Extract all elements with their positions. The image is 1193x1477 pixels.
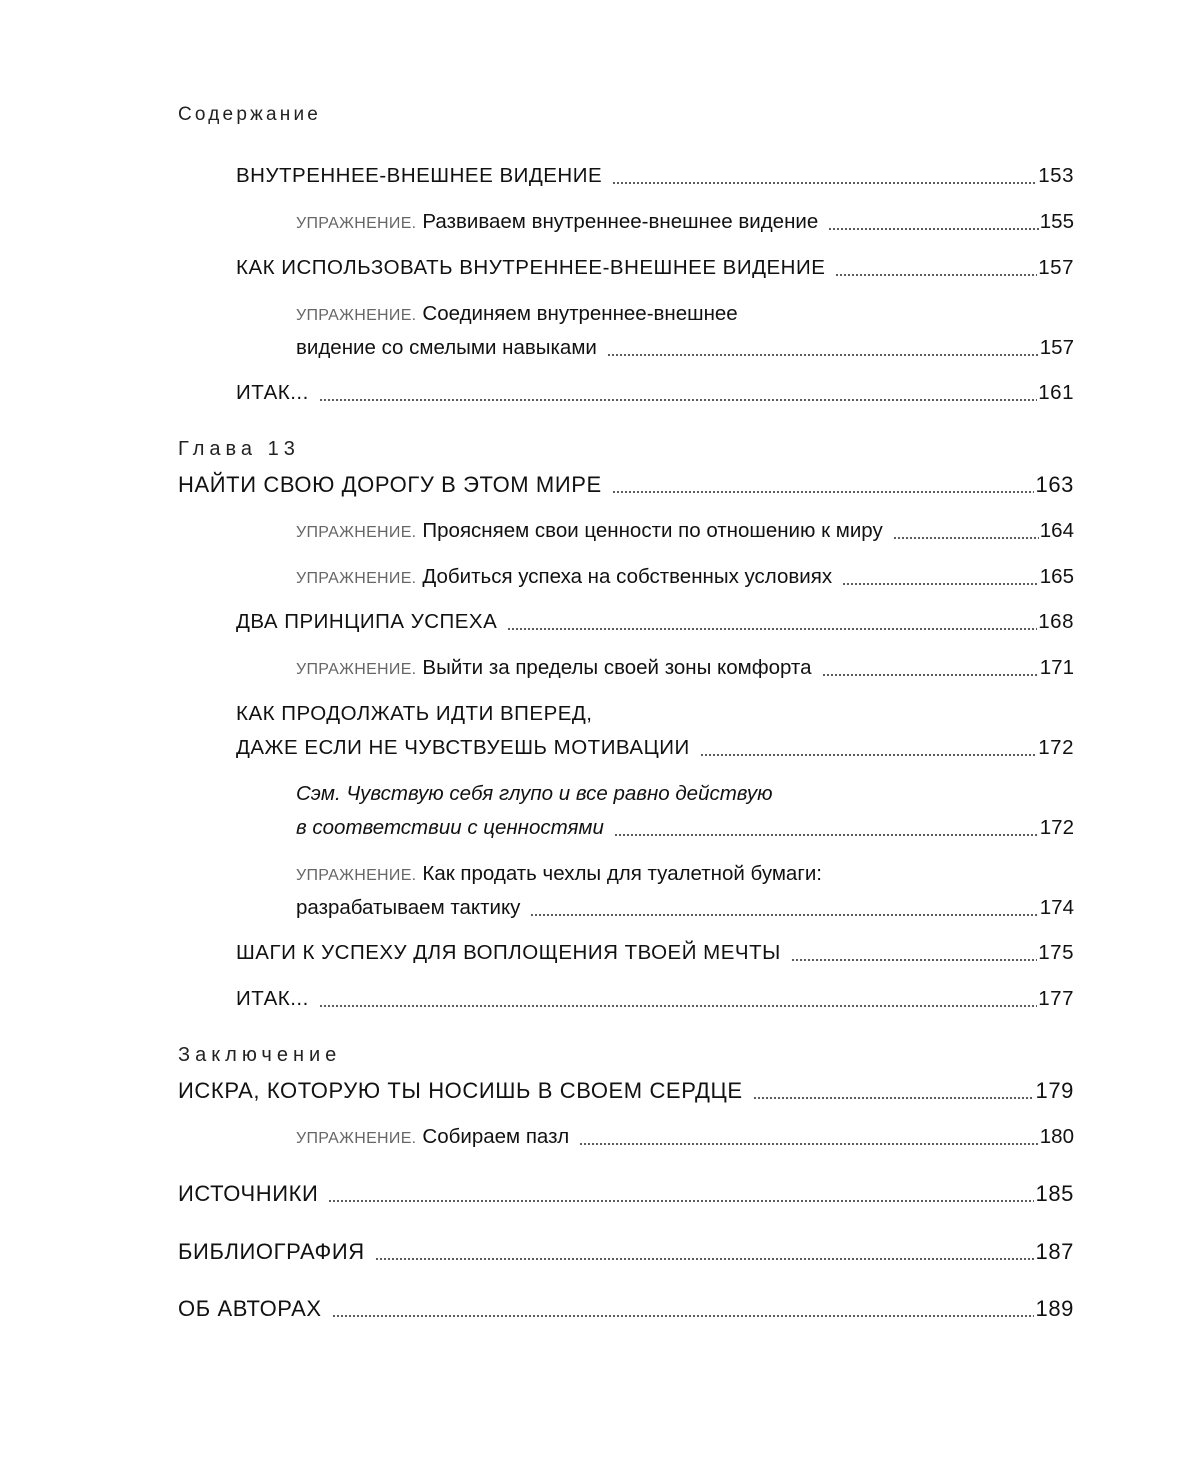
toc-chapter-title: НАЙТИ СВОЮ ДОРОГУ В ЭТОМ МИРЕ xyxy=(178,472,602,497)
toc-entry[interactable] xyxy=(236,162,1074,190)
toc-entry-exercise-line1[interactable] xyxy=(296,860,822,890)
toc-chapter[interactable] xyxy=(178,1238,1074,1266)
toc-entry-exercise-line1[interactable] xyxy=(296,300,738,330)
chapter-label: Заключение xyxy=(178,1044,342,1066)
toc-entry[interactable] xyxy=(236,985,1074,1013)
toc-page-number: 161 xyxy=(1038,381,1074,404)
toc-page-number: 157 xyxy=(1038,256,1074,279)
toc-entry-title: Собираем пазл xyxy=(422,1125,570,1148)
toc-entry-title-cont: видение со смелыми навыками xyxy=(296,336,597,359)
toc-entry-title: Как продать чехлы для туалетной бумаги: xyxy=(422,862,822,885)
toc-entry-exercise[interactable] xyxy=(296,517,1074,547)
toc-page-number: 180 xyxy=(1039,1125,1074,1148)
dot-leader xyxy=(319,379,1038,407)
toc-entry-title: Соединяем внутреннее-внешнее xyxy=(422,302,738,325)
toc-page-number: 185 xyxy=(1035,1181,1074,1206)
toc-entry[interactable] xyxy=(236,379,1074,407)
toc-chapter-title: БИБЛИОГРАФИЯ xyxy=(178,1239,365,1264)
toc-page-number: 165 xyxy=(1039,565,1074,588)
toc-entry-title: Развиваем внутреннее-внешнее видение xyxy=(422,210,819,233)
toc-entry[interactable] xyxy=(236,939,1074,967)
toc-entry-exercise[interactable] xyxy=(296,1123,1074,1153)
toc-entry-exercise[interactable] xyxy=(296,654,1074,684)
dot-leader xyxy=(332,1295,1035,1323)
dot-leader xyxy=(835,254,1037,282)
toc-page-number: 172 xyxy=(1038,736,1074,759)
dot-leader xyxy=(375,1238,1035,1266)
dot-leader xyxy=(822,654,1039,684)
toc-entry-case-line1[interactable] xyxy=(296,780,773,808)
toc-entry-title: КАК ИСПОЛЬЗОВАТЬ ВНУТРЕННЕЕ-ВНЕШНЕЕ ВИДЕНИЕ xyxy=(236,256,826,279)
toc-page-number: 177 xyxy=(1038,987,1074,1010)
toc-entry-title: КАК ПРОДОЛЖАТЬ ИДТИ ВПЕРЕД, xyxy=(236,702,593,725)
toc-page-number: 189 xyxy=(1035,1296,1074,1321)
toc-chapter-title: ИСКРА, КОТОРУЮ ТЫ НОСИШЬ В СВОЕМ СЕРДЦЕ xyxy=(178,1078,743,1103)
toc-entry-title: ШАГИ К УСПЕХУ ДЛЯ ВОПЛОЩЕНИЯ ТВОЕЙ МЕЧТЫ xyxy=(236,941,781,964)
toc-page-number: 163 xyxy=(1035,472,1074,497)
page-header: Содержание xyxy=(178,104,322,125)
toc-entry-title: Выйти за пределы своей зоны комфорта xyxy=(422,656,812,679)
dot-leader xyxy=(614,814,1039,842)
exercise-tag: УПРАЖНЕНИЕ. xyxy=(296,661,417,678)
dot-leader xyxy=(700,734,1038,762)
toc-chapter[interactable] xyxy=(178,1077,1074,1105)
toc-entry-title: ИТАК... xyxy=(236,987,309,1010)
dot-leader xyxy=(319,985,1038,1013)
toc-entry-title: Проясняем свои ценности по отношению к миру xyxy=(422,519,883,542)
toc-entry-title-cont: разрабатываем тактику xyxy=(296,896,521,919)
dot-leader xyxy=(893,517,1039,547)
exercise-tag: УПРАЖНЕНИЕ. xyxy=(296,307,417,324)
toc-entry-title-cont: в соответствии с ценностями xyxy=(296,816,604,839)
toc-entry[interactable] xyxy=(236,254,1074,282)
toc-entry-title: ВНУТРЕННЕЕ-ВНЕШНЕЕ ВИДЕНИЕ xyxy=(236,164,603,187)
toc-entry-exercise[interactable] xyxy=(296,563,1074,593)
toc-entry-exercise[interactable] xyxy=(296,208,1074,238)
toc-entry-exercise[interactable] xyxy=(296,334,1074,362)
toc-page-number: 171 xyxy=(1039,656,1074,679)
toc-page-number: 174 xyxy=(1039,896,1074,919)
toc-page-number: 187 xyxy=(1035,1239,1074,1264)
dot-leader xyxy=(828,208,1039,238)
toc-entry[interactable] xyxy=(236,734,1074,762)
exercise-tag: УПРАЖНЕНИЕ. xyxy=(296,867,417,884)
exercise-tag: УПРАЖНЕНИЕ. xyxy=(296,215,417,232)
dot-leader xyxy=(753,1077,1035,1105)
dot-leader xyxy=(612,471,1035,499)
dot-leader xyxy=(530,894,1038,922)
dot-leader xyxy=(507,608,1037,636)
dot-leader xyxy=(607,334,1039,362)
toc-chapter-title: ОБ АВТОРАХ xyxy=(178,1296,322,1321)
toc-entry-title: ДВА ПРИНЦИПА УСПЕХА xyxy=(236,610,498,633)
exercise-tag: УПРАЖНЕНИЕ. xyxy=(296,524,417,541)
dot-leader xyxy=(612,162,1037,190)
toc-page-number: 175 xyxy=(1038,941,1074,964)
toc-page-number: 172 xyxy=(1039,816,1074,839)
toc-chapter-title: ИСТОЧНИКИ xyxy=(178,1181,319,1206)
dot-leader xyxy=(791,939,1038,967)
toc-page-number: 157 xyxy=(1039,336,1074,359)
toc-page-number: 153 xyxy=(1038,164,1074,187)
toc-page-number: 164 xyxy=(1039,519,1074,542)
toc-entry-title: Сэм. Чувствую себя глупо и все равно действую xyxy=(296,782,773,805)
toc-chapter[interactable] xyxy=(178,471,1074,499)
toc-entry[interactable] xyxy=(236,608,1074,636)
chapter-label: Глава 13 xyxy=(178,438,300,460)
toc-entry-title-cont: ДАЖЕ ЕСЛИ НЕ ЧУВСТВУЕШЬ МОТИВАЦИИ xyxy=(236,736,690,759)
toc-entry-title: Добиться успеха на собственных условиях xyxy=(422,565,833,588)
toc-chapter[interactable] xyxy=(178,1180,1074,1208)
toc-entry-exercise[interactable] xyxy=(296,894,1074,922)
toc-entry-line1[interactable] xyxy=(236,700,593,728)
toc-page-number: 179 xyxy=(1035,1078,1074,1103)
exercise-tag: УПРАЖНЕНИЕ. xyxy=(296,1130,417,1147)
toc-entry-case[interactable] xyxy=(296,814,1074,842)
exercise-tag: УПРАЖНЕНИЕ. xyxy=(296,570,417,587)
dot-leader xyxy=(842,563,1039,593)
toc-page-number: 155 xyxy=(1039,210,1074,233)
toc-chapter[interactable] xyxy=(178,1295,1074,1323)
toc-entry-title: ИТАК... xyxy=(236,381,309,404)
dot-leader xyxy=(579,1123,1039,1153)
toc-page-number: 168 xyxy=(1038,610,1074,633)
dot-leader xyxy=(328,1180,1034,1208)
